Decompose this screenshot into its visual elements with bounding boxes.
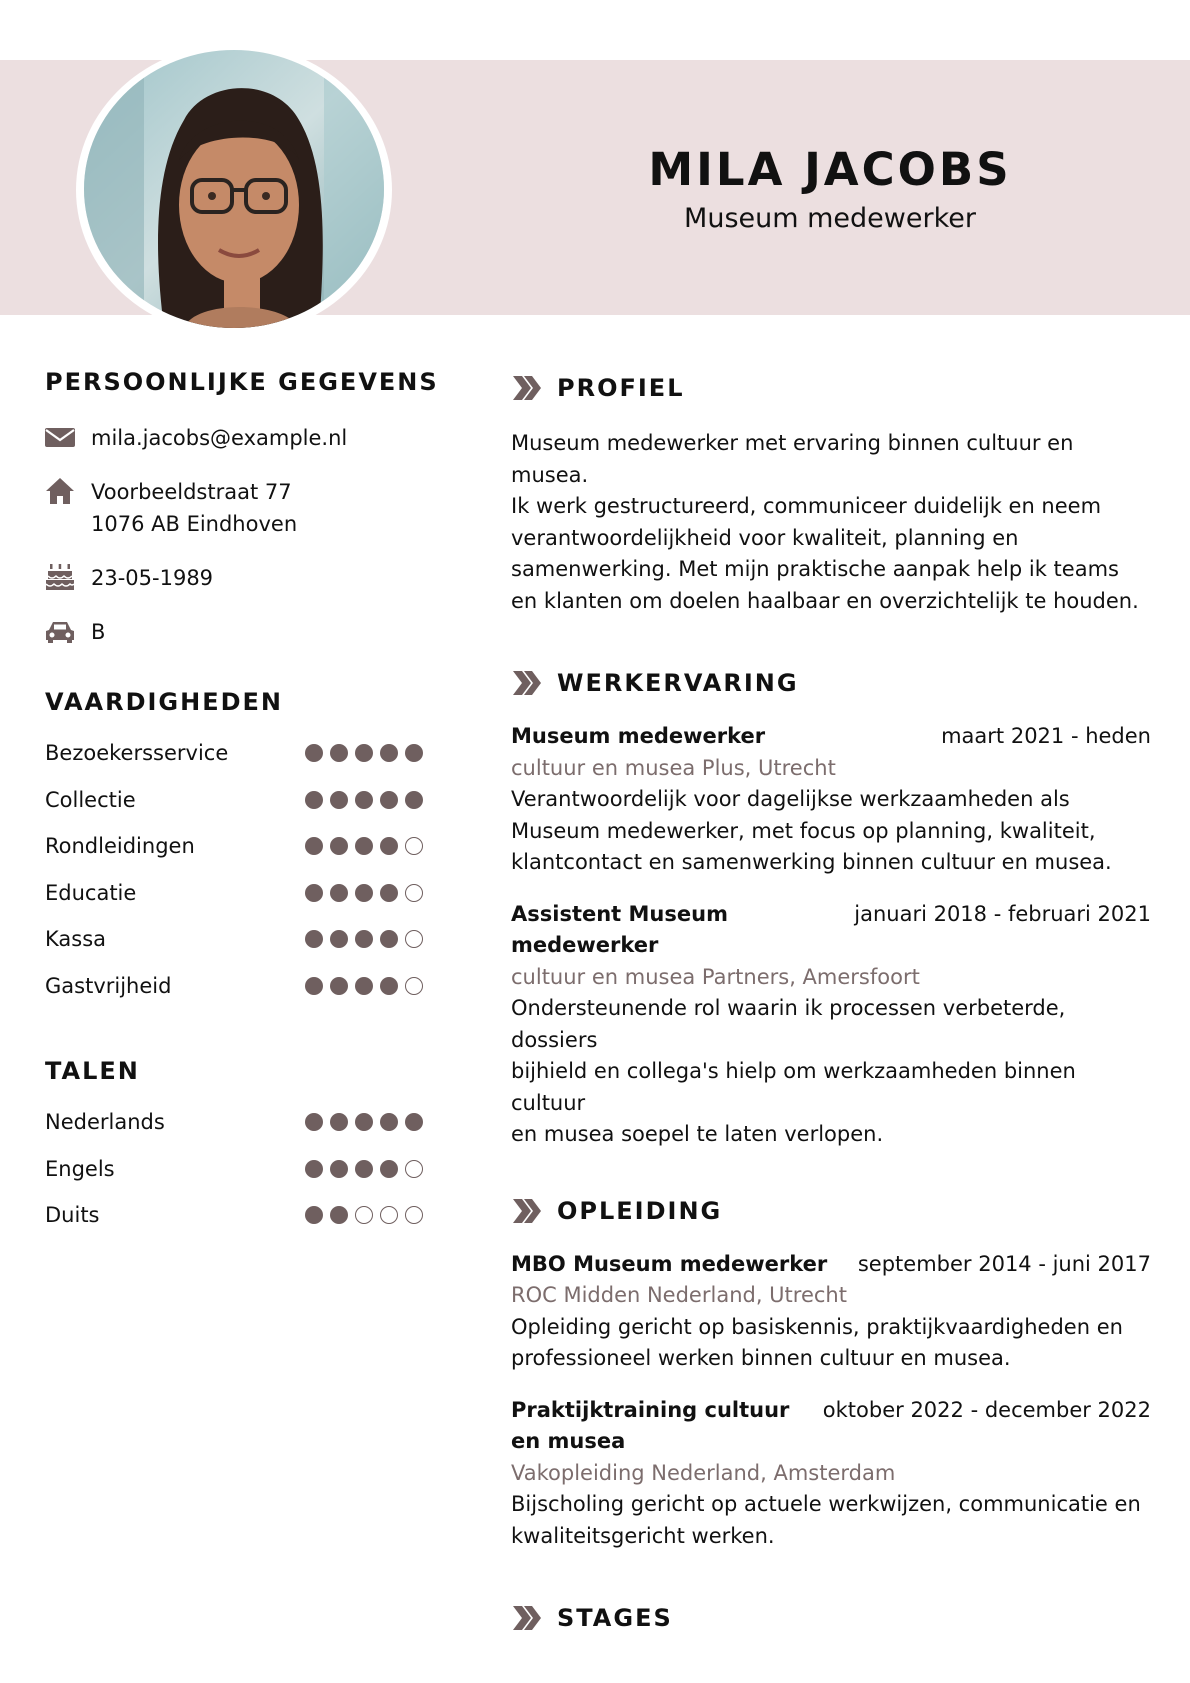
profile-line: samenwerking. Met mijn praktische aanpak help ik teams bbox=[511, 557, 1119, 581]
car-icon bbox=[45, 616, 75, 646]
chevron-double-icon bbox=[511, 1604, 543, 1632]
experience-entry bbox=[511, 899, 1151, 1151]
education-entry-description bbox=[511, 1489, 1151, 1552]
rating-dot-filled bbox=[305, 837, 323, 855]
rating-dot-filled bbox=[330, 791, 348, 809]
contact-birthdate bbox=[45, 562, 445, 594]
experience-entry-date: januari 2018 - februari 2021 bbox=[854, 901, 1151, 926]
rating-dot-empty bbox=[355, 1206, 373, 1224]
language-name: Duits bbox=[45, 1203, 100, 1228]
rating-dot-empty bbox=[405, 837, 423, 855]
rating-dot-empty bbox=[405, 977, 423, 995]
entry-description-line: bijhield en collega's hielp om werkzaamheden binnen cultuur bbox=[511, 1059, 1076, 1115]
rating-dot-filled bbox=[330, 884, 348, 902]
education-list bbox=[511, 1249, 1151, 1553]
language-rating bbox=[298, 1160, 423, 1178]
person-name: MILA JACOBS bbox=[648, 143, 1012, 196]
entry-description-line: klantcontact en samenwerking binnen cultuur en musea. bbox=[511, 850, 1112, 874]
entry-title-line: Assistent Museum bbox=[511, 901, 728, 926]
experience-entry-description bbox=[511, 993, 1151, 1151]
rating-dot-filled bbox=[405, 1113, 423, 1131]
rating-dot-empty bbox=[405, 1206, 423, 1224]
education-entry bbox=[511, 1395, 1151, 1553]
address-line-2: 1076 AB Eindhoven bbox=[91, 512, 298, 536]
education-entry-organization: Vakopleiding Nederland, Amsterdam bbox=[511, 1460, 896, 1485]
skill-row bbox=[45, 777, 423, 824]
skill-rating bbox=[298, 930, 423, 948]
experience-list bbox=[511, 721, 1151, 1151]
entry-title-line: Museum medewerker bbox=[511, 724, 766, 748]
experience-heading bbox=[511, 665, 1151, 701]
cake-icon bbox=[45, 562, 75, 592]
address-line-1: Voorbeeldstraat 77 bbox=[91, 480, 292, 504]
rating-dot-filled bbox=[380, 930, 398, 948]
experience-entry-organization: cultuur en musea Partners, Amersfoort bbox=[511, 964, 920, 989]
entry-description-line: professioneel werken binnen cultuur en musea. bbox=[511, 1346, 1011, 1370]
skill-rating bbox=[298, 884, 423, 902]
profile-line: Ik werk gestructureerd, communiceer duidelijk en neem bbox=[511, 494, 1102, 518]
rating-dot-filled bbox=[380, 837, 398, 855]
languages-list bbox=[45, 1099, 445, 1239]
left-column bbox=[45, 368, 445, 1239]
skill-name: Bezoekersservice bbox=[45, 741, 229, 766]
contact-list bbox=[45, 422, 445, 648]
entry-description-line: en musea soepel te laten verlopen. bbox=[511, 1122, 884, 1146]
language-row bbox=[45, 1146, 423, 1193]
language-row bbox=[45, 1192, 423, 1239]
skill-row bbox=[45, 916, 423, 963]
skill-row bbox=[45, 963, 423, 1010]
entry-description-line: Opleiding gericht op basiskennis, praktijkvaardigheden en bbox=[511, 1314, 1123, 1339]
education-title: OPLEIDING bbox=[557, 1196, 723, 1225]
profile-photo bbox=[84, 50, 384, 328]
education-entry-date: september 2014 - juni 2017 bbox=[857, 1251, 1151, 1276]
skill-rating bbox=[298, 977, 423, 995]
envelope-icon bbox=[45, 422, 75, 452]
chevron-double-icon bbox=[511, 374, 543, 402]
rating-dot-filled bbox=[355, 1160, 373, 1178]
internships-title: STAGES bbox=[557, 1604, 673, 1632]
experience-entry-title bbox=[511, 899, 728, 962]
rating-dot-filled bbox=[305, 1206, 323, 1224]
rating-dot-filled bbox=[305, 744, 323, 762]
language-name: Nederlands bbox=[45, 1110, 165, 1135]
skill-name: Rondleidingen bbox=[45, 834, 195, 859]
education-entry-date: oktober 2022 - december 2022 bbox=[822, 1397, 1151, 1422]
rating-dot-empty bbox=[405, 930, 423, 948]
language-rating bbox=[298, 1206, 423, 1224]
rating-dot-filled bbox=[380, 744, 398, 762]
education-entry-header bbox=[511, 1249, 1151, 1281]
rating-dot-filled bbox=[355, 837, 373, 855]
rating-dot-filled bbox=[380, 884, 398, 902]
skill-name: Educatie bbox=[45, 880, 137, 905]
education-entry-description bbox=[511, 1312, 1151, 1375]
chevron-double-icon bbox=[511, 669, 543, 697]
rating-dot-filled bbox=[355, 744, 373, 762]
rating-dot-filled bbox=[305, 977, 323, 995]
entry-title-line: medewerker bbox=[511, 933, 659, 957]
contact-license bbox=[45, 616, 445, 648]
chevron-double-icon bbox=[511, 1197, 543, 1225]
rating-dot-empty bbox=[380, 1206, 398, 1224]
rating-dot-filled bbox=[305, 930, 323, 948]
rating-dot-filled bbox=[330, 977, 348, 995]
experience-entry-date: maart 2021 - heden bbox=[941, 724, 1151, 748]
skills-list bbox=[45, 730, 445, 1009]
rating-dot-filled bbox=[305, 1160, 323, 1178]
rating-dot-filled bbox=[305, 884, 323, 902]
experience-entry-organization: cultuur en musea Plus, Utrecht bbox=[511, 755, 836, 780]
experience-entry-description bbox=[511, 784, 1151, 879]
rating-dot-filled bbox=[330, 930, 348, 948]
rating-dot-filled bbox=[380, 1160, 398, 1178]
profile-title: PROFIEL bbox=[557, 374, 685, 402]
skill-rating bbox=[298, 837, 423, 855]
entry-description-line: kwaliteitsgericht werken. bbox=[511, 1523, 775, 1548]
personal-heading: PERSOONLIJKE GEGEVENS bbox=[45, 368, 439, 396]
education-entry-title bbox=[511, 1249, 827, 1281]
rating-dot-filled bbox=[355, 1113, 373, 1131]
right-column bbox=[511, 370, 1151, 1636]
job-title: Museum medewerker bbox=[684, 203, 976, 234]
rating-dot-empty bbox=[405, 1160, 423, 1178]
rating-dot-filled bbox=[330, 837, 348, 855]
language-name: Engels bbox=[45, 1156, 115, 1181]
skills-heading: VAARDIGHEDEN bbox=[45, 688, 284, 716]
entry-description-line: Bijscholing gericht op actuele werkwijzen, communicatie en bbox=[511, 1492, 1141, 1516]
entry-description-line: Museum medewerker, met focus op planning, kwaliteit, bbox=[511, 818, 1096, 843]
experience-entry-header bbox=[511, 721, 1151, 753]
rating-dot-filled bbox=[380, 977, 398, 995]
entry-title-line: Praktijktraining cultuur bbox=[511, 1397, 790, 1422]
profile-line: en klanten om doelen haalbaar en overzichtelijk te houden. bbox=[511, 588, 1139, 613]
birthdate-text: 23-05-1989 bbox=[91, 566, 214, 590]
rating-dot-empty bbox=[405, 884, 423, 902]
education-heading bbox=[511, 1193, 1151, 1229]
rating-dot-filled bbox=[330, 1160, 348, 1178]
entry-description-line: Ondersteunende rol waarin ik processen verbeterde, dossiers bbox=[511, 996, 1066, 1052]
experience-entry bbox=[511, 721, 1151, 879]
languages-heading: TALEN bbox=[45, 1057, 140, 1085]
entry-title-line: MBO Museum medewerker bbox=[511, 1251, 828, 1276]
rating-dot-filled bbox=[330, 1113, 348, 1131]
education-entry-header bbox=[511, 1395, 1151, 1458]
experience-entry-title bbox=[511, 721, 765, 753]
rating-dot-filled bbox=[305, 1113, 323, 1131]
skill-row bbox=[45, 730, 423, 777]
rating-dot-filled bbox=[355, 884, 373, 902]
profile-line: Museum medewerker met ervaring binnen cultuur en musea. bbox=[511, 431, 1074, 487]
languages-section bbox=[45, 1057, 445, 1239]
contact-address bbox=[45, 476, 445, 540]
skill-rating bbox=[298, 744, 423, 762]
rating-dot-filled bbox=[355, 930, 373, 948]
language-row bbox=[45, 1099, 423, 1146]
skill-name: Kassa bbox=[45, 927, 107, 952]
internships-heading bbox=[511, 1600, 1151, 1636]
skill-name: Gastvrijheid bbox=[45, 973, 172, 998]
rating-dot-filled bbox=[330, 1206, 348, 1224]
rating-dot-filled bbox=[355, 791, 373, 809]
contact-email bbox=[45, 422, 445, 454]
rating-dot-filled bbox=[405, 791, 423, 809]
education-entry-title bbox=[511, 1395, 789, 1458]
rating-dot-filled bbox=[330, 744, 348, 762]
rating-dot-filled bbox=[305, 791, 323, 809]
skill-name: Collectie bbox=[45, 787, 136, 812]
home-icon bbox=[45, 476, 75, 506]
education-entry-organization: ROC Midden Nederland, Utrecht bbox=[511, 1283, 847, 1307]
language-rating bbox=[298, 1113, 423, 1131]
rating-dot-filled bbox=[355, 977, 373, 995]
email-text: mila.jacobs@example.nl bbox=[91, 426, 348, 450]
rating-dot-filled bbox=[405, 744, 423, 762]
skill-rating bbox=[298, 791, 423, 809]
profile-heading bbox=[511, 370, 1151, 406]
experience-title: WERKERVARING bbox=[557, 669, 799, 697]
skills-section bbox=[45, 688, 445, 1009]
education-entry bbox=[511, 1249, 1151, 1375]
experience-entry-header bbox=[511, 899, 1151, 962]
rating-dot-filled bbox=[380, 1113, 398, 1131]
entry-title-line: en musea bbox=[511, 1429, 626, 1453]
profile-text bbox=[511, 428, 1151, 617]
skill-row bbox=[45, 870, 423, 917]
license-text: B bbox=[91, 620, 106, 644]
profile-line: verantwoordelijkheid voor kwaliteit, planning en bbox=[511, 525, 1019, 550]
rating-dot-filled bbox=[380, 791, 398, 809]
skill-row bbox=[45, 823, 423, 870]
entry-description-line: Verantwoordelijk voor dagelijkse werkzaamheden als bbox=[511, 787, 1070, 811]
